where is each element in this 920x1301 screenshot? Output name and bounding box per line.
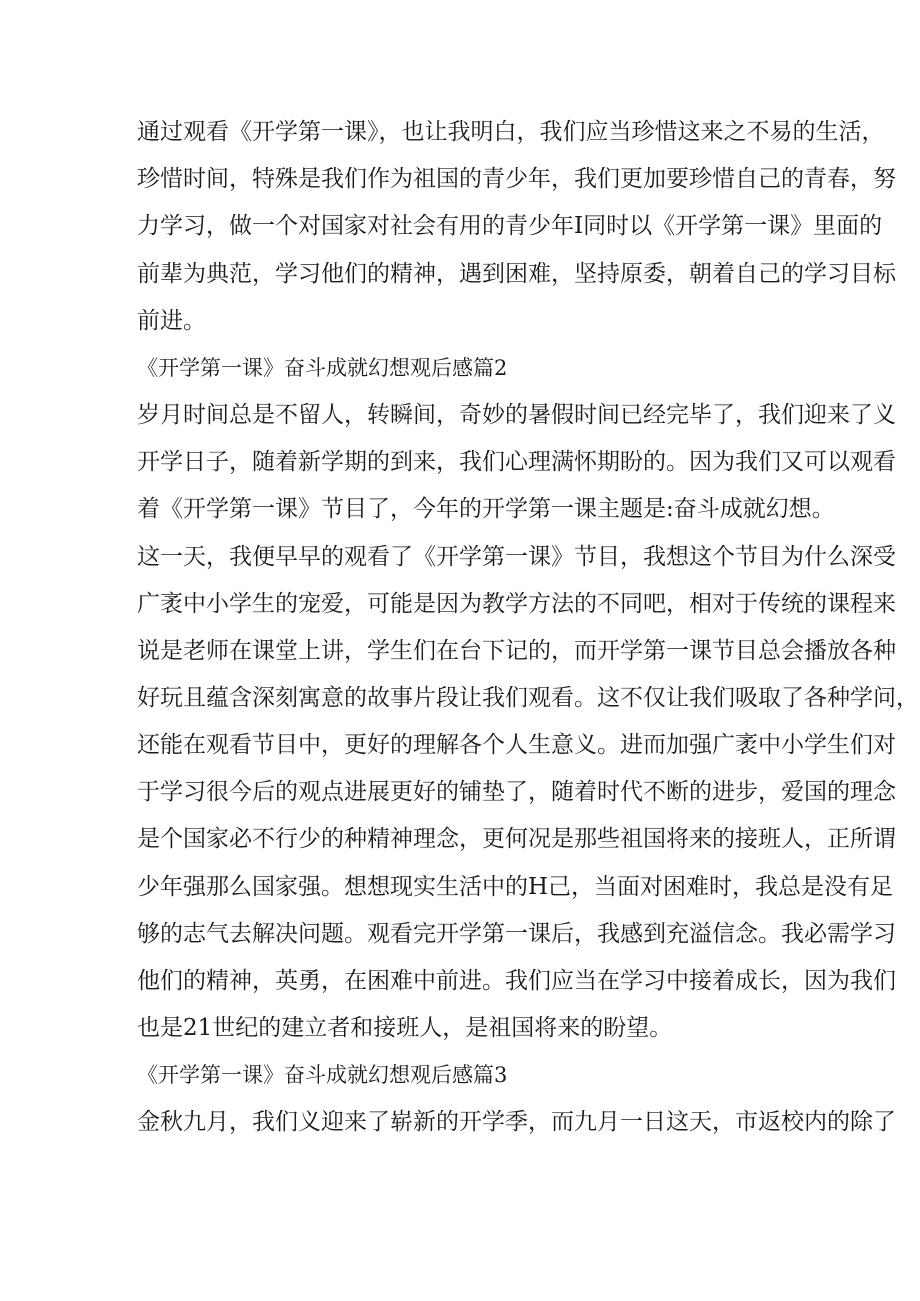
text-line: 岁月时间总是不留人，转瞬间，奇妙的暑假时间已经完毕了，我们迎来了义 [137, 402, 896, 428]
text-line: 前进。 [137, 308, 206, 334]
text-line: 金秋九月，我们义迎来了崭新的开学季，而九月一日这天，市返校内的除了 [137, 1109, 896, 1135]
text-line: 广袤中小学生的宠爱，可能是因为教学方法的不同吧，相对于传统的课程来 [137, 591, 896, 617]
text-line: 力学习，做一个对国家对社会有用的青少年I同时以《开学第一课》里面的 [137, 213, 883, 239]
section-heading: 《开学第一课》奋斗成就幻想观后感篇3 [137, 1063, 508, 1087]
text-line: 少年强那么国家强。想想现实生活中的H己，当面对困难时，我总是没有足 [137, 874, 894, 900]
text-line: 通过观看《开学第一课》，也让我明白，我们应当珍惜这来之不易的生活， [137, 119, 885, 145]
text-line: 是个国家必不行少的种精神理念，更何况是那些祖国将来的接班人，正所谓 [137, 826, 896, 852]
text-line: 这一天，我便早早的观看了《开学第一课》节目，我想这个节目为什么深受 [137, 544, 896, 570]
text-line: 好玩且蕴含深刻寓意的故事片段让我们观看。这不仅让我们吸取了各种学问， [137, 685, 919, 711]
section-heading: 《开学第一课》奋斗成就幻想观后感篇2 [137, 356, 508, 380]
text-line: 他们的精神，英勇，在困难中前进。我们应当在学习中接着成长，因为我们 [137, 968, 896, 994]
text-line: 够的志气去解决问题。观看完开学第一课后，我感到充溢信念。我必需学习 [137, 921, 896, 947]
text-line: 开学日子，随着新学期的到来，我们心理满怀期盼的。因为我们又可以观看 [137, 449, 896, 475]
text-line: 珍惜时间，特殊是我们作为祖国的青少年，我们更加要珍惜自己的青春，努 [137, 166, 896, 192]
text-line: 前辈为典范，学习他们的精神，遇到困难，坚持原委，朝着自己的学习目标 [137, 261, 896, 287]
text-line: 于学习很今后的观点进展更好的铺垫了，随着时代不断的进步，爱国的理念 [137, 779, 896, 805]
text-line: 着《开学第一课》节目了，今年的开学第一课主题是:奋斗成就幻想。 [137, 496, 835, 522]
text-line: 也是21世纪的建立者和接班人，是祖国将来的盼望。 [137, 1015, 673, 1041]
text-line: 说是老师在课堂上讲，学生们在台下记的，而开学第一课节目总会播放各种 [137, 638, 896, 664]
text-line: 还能在观看节目中，更好的理解各个人生意义。进而加强广袤中小学生们对 [137, 732, 896, 758]
